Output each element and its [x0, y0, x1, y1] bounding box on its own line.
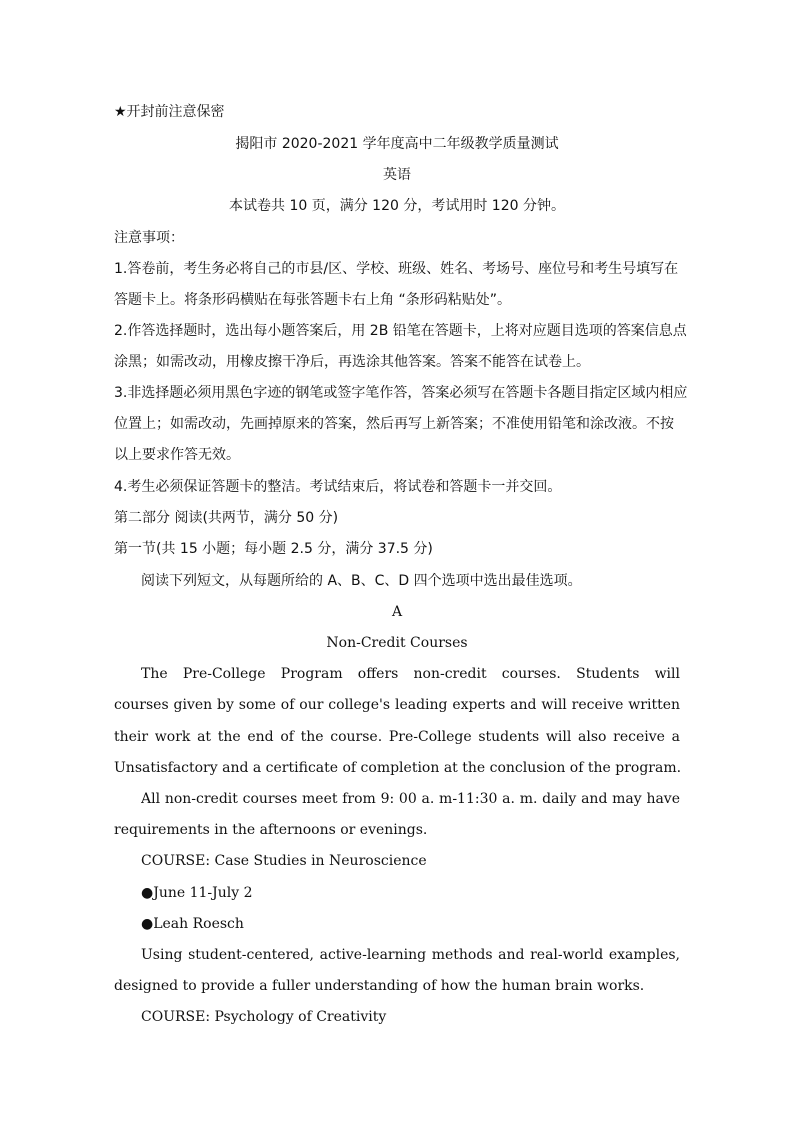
part-heading: 第二部分 阅读(共两节，满分 50 分) — [114, 510, 339, 526]
notes-heading: 注意事项： — [114, 230, 184, 246]
course-1-teacher-text: Leah Roesch — [153, 916, 244, 932]
note-3-line-2: 位置上；如需改动，先画掉原来的答案，然后再写上新答案；不准使用铅笔和涂改液。不按 — [114, 416, 674, 432]
course-1-desc-line-1: Using student-centered, active-learning methods and real-world examples, — [141, 947, 680, 963]
course-2-label: COURSE: Psychology of Creativity — [141, 1009, 387, 1025]
note-2-line-1: 2.作答选择题时，选出每小题答案后，用 2B 铅笔在答题卡，上将对应题目选项的答案信息点 — [114, 323, 687, 339]
instruction: 阅读下列短文，从每题所给的 A、B、C、D 四个选项中选出最佳选项。 — [141, 573, 582, 589]
exam-title: 揭阳市 2020-2021 学年度高中二年级教学质量测试 — [235, 136, 559, 152]
bullet-icon: ● — [141, 885, 154, 901]
note-3-line-3: 以上要求作答无效。 — [114, 447, 240, 463]
subpart-heading: 第一节(共 15 小题；每小题 2.5 分，满分 37.5 分) — [114, 541, 433, 557]
note-1-line-2: 答题卡上。将条形码横贴在每张答题卡右上角 “条形码粘贴处”。 — [114, 292, 511, 308]
course-1-teacher — [141, 914, 244, 934]
paragraph-2-line-2: requirements in the afternoons or evenings. — [114, 822, 428, 838]
note-3-line-1: 3.非选择题必须用黑色字迹的钢笔或签字笔作答，答案必须写在答题卡各题目指定区域内相应 — [114, 385, 688, 401]
confidential-note: ★开封前注意保密 — [114, 104, 225, 120]
paragraph-1-line-3: their work at the end of the course. Pre-College students will also receive a — [114, 729, 680, 745]
note-1-line-1: 1.答卷前，考生务必将自己的市县/区、学校、班级、姓名、考场号、座位号和考生号填写在 — [114, 261, 679, 277]
passage-letter: A — [391, 604, 403, 620]
course-1-date — [141, 883, 253, 903]
subject-title: 英语 — [383, 167, 411, 183]
course-1-date-text: June 11-July 2 — [153, 885, 253, 901]
note-4: 4.考生必须保证答题卡的整洁。考试结束后，将试卷和答题卡一并交回。 — [114, 479, 562, 495]
course-1-desc-line-2: designed to provide a fuller understanding of how the human brain works. — [114, 978, 645, 994]
paragraph-1-line-4: Unsatisfactory and a certificate of completion at the conclusion of the program. — [114, 760, 682, 776]
course-1-label: COURSE: Case Studies in Neuroscience — [141, 853, 427, 869]
paragraph-1-line-2: courses given by some of our college's leading experts and will receive written — [114, 697, 680, 713]
bullet-icon: ● — [141, 916, 154, 932]
paragraph-2-line-1: All non-credit courses meet from 9: 00 a. m-11:30 a. m. daily and may have — [141, 791, 680, 807]
paragraph-1-line-1: The Pre-College Program offers non-credit courses. Students will — [141, 666, 680, 682]
passage-title: Non-Credit Courses — [326, 635, 468, 651]
note-2-line-2: 涂黑；如需改动，用橡皮擦干净后，再选涂其他答案。答案不能答在试卷上。 — [114, 354, 590, 370]
exam-info: 本试卷共 10 页，满分 120 分，考试用时 120 分钟。 — [229, 198, 565, 214]
